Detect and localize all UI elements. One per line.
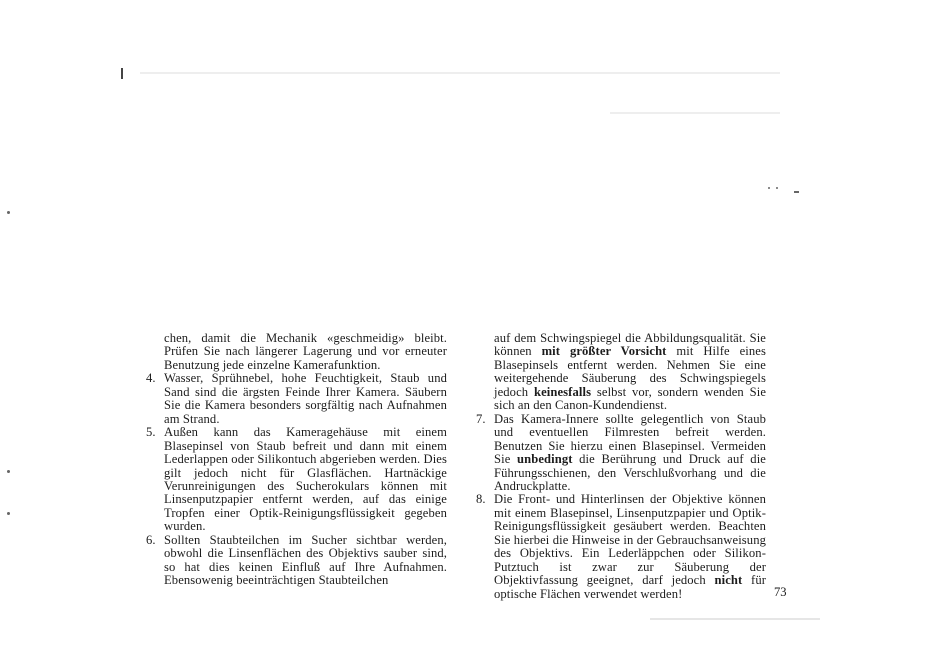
item-text: [494, 413, 766, 494]
bleed-through-smudge: [650, 618, 820, 620]
bleed-through-smudge: [610, 112, 780, 114]
continued-paragraph: [476, 332, 766, 413]
item-number: 5.: [146, 425, 156, 440]
left-text-column: [146, 332, 447, 588]
intro-quote: «geschmeidig»: [327, 331, 405, 345]
scan-speck: [7, 470, 10, 473]
scan-speck: [121, 68, 123, 79]
scan-speck: [768, 187, 770, 189]
right-text-column: [476, 332, 766, 601]
item-text: Außen kann das Kameragehäuse mit einem Blasepinsel von Staub befreit und dann mit einem Lederlappen oder Silikontuch abgerieben werden. Dies gilt jedoch nicht für Glasflächen. Hartnäckige Verunreinigungen des Sucherokulars können mit Linsenputzpapier entfernt werden, auf das einige Tropfen einer Optik-Reinigungsflüssigkeit gegeben wurden.: [164, 425, 447, 534]
item-number: 7.: [476, 411, 486, 426]
emphasis-text: mit größter Vorsicht: [541, 344, 667, 359]
item-text-b: für optische Flächen verwendet werden!: [494, 573, 767, 601]
scan-speck: [7, 211, 10, 214]
item-text: Wasser, Sprühnebel, hohe Feuchtigkeit, Staub und Sand sind die ärgsten Feinde Ihrer Kamera. Säubern Sie die Kamera besonders sorgfältig nach Aufnahmen am Strand.: [164, 371, 447, 426]
cont-text-a: auf dem Schwingspiegel die Abbildungsqualität. Sie können: [494, 331, 766, 359]
emphasis-text: keinesfalls: [534, 384, 592, 399]
item-text-b: die Berührung und Druck auf die Führungsschienen, den Verschlußvorhang und die Andruckplatte.: [494, 452, 766, 493]
list-item-7: [476, 413, 766, 494]
item-number: 8.: [476, 492, 486, 507]
cont-text-c: selbst vor, sondern wenden Sie sich an den Canon-Kundendienst.: [494, 384, 767, 413]
scan-speck: [776, 187, 778, 189]
item-text-a: Die Front- und Hinterlinsen der Objektive können mit einem Blasepinsel, Linsenputzpapier und Optik-Reinigungsflüssigkeit gesäubert werden. Beachten Sie hierbei die Hinweise in der Gebrauchsanweisung des Objektivs. Ein Lederläppchen oder Silikon-Putztuch ist zwar zur Säuberung der Objektivfassung geeignet, darf jedoch: [494, 492, 766, 588]
item-number: 4.: [146, 371, 156, 386]
intro-text-b: bleibt. Prüfen Sie nach längerer Lagerung und vor erneuter Benutzung jede einzelne Kamerafunktion.: [164, 331, 448, 372]
bleed-through-smudge: [140, 72, 780, 74]
item-text-a: Das Kamera-Innere sollte gelegentlich von Staub und eventuellen Filmresten befreit werden. Benutzen Sie hierzu einen Blasepinsel. Vermeiden Sie: [494, 411, 766, 467]
cont-text-b: mit Hilfe eines Blasepinsels entfernt werden. Nehmen Sie eine weitergehende Säuberung des Schwingspiegels jedoch: [494, 344, 766, 399]
item-number: 6.: [146, 532, 156, 547]
list-item-8: [476, 493, 766, 601]
intro-text-a: chen, damit die Mechanik: [164, 331, 328, 345]
scan-speck: [7, 512, 10, 515]
list-item-6: [146, 534, 447, 588]
page-number: 73: [774, 585, 787, 599]
intro-paragraph: [146, 332, 447, 372]
emphasis-text: unbedingt: [517, 452, 573, 467]
item-text: [494, 493, 766, 601]
list-item-5: [146, 426, 447, 534]
emphasis-text: nicht: [714, 573, 743, 588]
scan-speck: [794, 191, 799, 193]
item-text: Sollten Staubteilchen im Sucher sichtbar werden, obwohl die Linsenflächen des Objektivs sauber sind, so hat dies keinen Einfluß auf Ihre Aufnahmen. Ebensowenig beeinträchtigen Staubteilchen: [164, 532, 447, 588]
list-item-4: [146, 372, 447, 426]
